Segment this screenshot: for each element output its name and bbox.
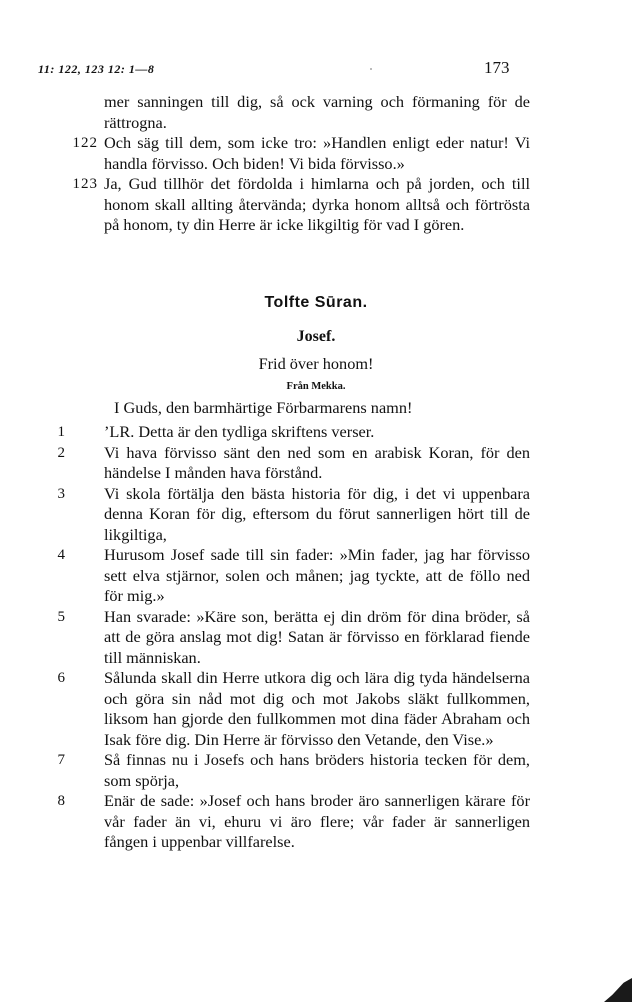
verse-number: 7: [57, 752, 66, 768]
verse-8: [36, 791, 530, 853]
basmala: I Guds, den barmhärtige Förbarmarens namn!: [114, 398, 413, 417]
verse-6: [36, 668, 530, 750]
verse-text: Och säg till dem, som icke tro: »Handlen enligt eder natur! Vi handla förvisso. Och biden! Vi bida förvisso.»: [104, 133, 530, 173]
verse-122: [36, 133, 530, 174]
page-number: 173: [484, 58, 510, 77]
verse-3: [36, 484, 530, 546]
verse-1: [36, 422, 530, 443]
verse-text: Han svarade: »Käre son, berätta ej din dröm för dina bröder, så att de göra anslag mot dig! Satan är förvisso en förklarad fiende till människan.: [104, 606, 530, 667]
sura-verses: [36, 422, 530, 853]
verse-number: 5: [57, 608, 66, 625]
verse-text: Så finnas nu i Josefs och hans bröders historia tecken för dem, som spörja,: [104, 750, 530, 790]
verse-number: 8: [57, 793, 66, 809]
verse-number: 6: [57, 670, 66, 686]
verse-4: [36, 545, 530, 607]
verse-text: Ja, Gud tillhör det fördolda i himlarna och på jorden, och till honom skall allting återvända; dyrka honom alltså och förtrösta på honom, ty din Herre är icke likgiltig för vad I gören.: [104, 174, 530, 234]
verse-5: [36, 607, 530, 669]
verse-text: Vi hava förvisso sänt den ned som en arabisk Koran, för den händelse I månden hava förstånd.: [104, 442, 530, 482]
continuation-text: [36, 92, 530, 236]
sura-origin: Från Mekka.: [286, 381, 346, 392]
verse-continued: [36, 92, 530, 133]
verse-number: 122: [72, 135, 98, 151]
sura-name: Josef.: [296, 328, 336, 345]
verse-number: 2: [57, 444, 66, 461]
verse-2: [36, 443, 530, 484]
verse-123: [36, 174, 530, 236]
sura-greeting: Frid över honom!: [258, 354, 374, 373]
verse-text: Enär de sade: »Josef och hans broder äro sannerligen kärare för vår fader än vi, ehuru vi äro flere; vår fader är sannerligen fången i uppenbar villfarelse.: [104, 791, 530, 851]
verse-7: [36, 750, 530, 791]
verse-number: 123: [72, 176, 98, 192]
verse-text: mer sanningen till dig, så ock varning och förmaning för de rättrogna.: [104, 92, 530, 132]
verse-number: 3: [57, 485, 66, 502]
verse-text: Sålunda skall din Herre utkora dig och lära dig tyda händelserna och göra sin nåd mot dig och mot Jakobs släkt fullkommen, liksom han gjorde den fullkommen mot dina fäder Abraham och Isak före dig. Din Herre är förvisso den Vetande, den Vise.»: [104, 668, 530, 749]
verse-number: 1: [57, 424, 66, 440]
running-head-reference: 11: 122, 123 12: 1—8: [38, 62, 155, 76]
print-speck: [370, 68, 372, 70]
page-corner-mark: [604, 978, 632, 1002]
verse-number: 4: [57, 547, 66, 563]
verse-text: Vi skola förtälja den bästa historia för dig, i det vi uppenbara denna Koran för dig, eftersom du förut sannerligen hört till de likgiltiga,: [104, 483, 530, 544]
verse-text: Hurusom Josef sade till sin fader: »Min fader, jag har förvisso sett elva stjärnor, solen och månen; jag tyckte, att de föllo ned för mig.»: [104, 545, 530, 605]
verse-text: ’LR. Detta är den tydliga skriftens verser.: [104, 422, 375, 441]
sura-title: Tolfte Sūran.: [264, 294, 368, 311]
